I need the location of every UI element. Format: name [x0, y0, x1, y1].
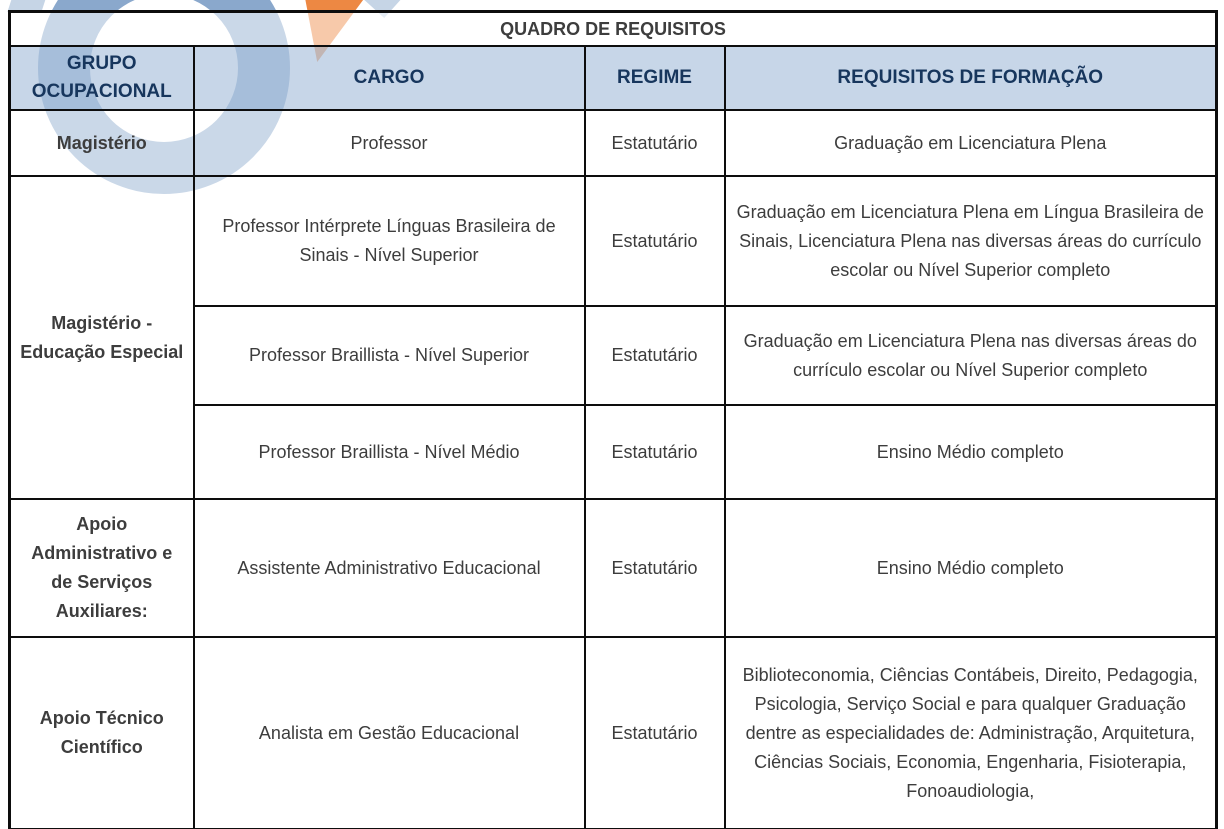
cargo-analista-gestao-educacional: Analista em Gestão Educacional — [194, 637, 585, 829]
requisitos-cell: Graduação em Licenciatura Plena — [725, 110, 1217, 176]
table-row — [10, 176, 1217, 306]
regime-cell: Estatutário — [585, 499, 725, 637]
cargo-professor-braillista-medio: Professor Braillista - Nível Médio — [194, 405, 585, 499]
table-row — [10, 110, 1217, 176]
group-magisterio-educacao-especial: Magistério - Educação Especial — [10, 176, 194, 499]
table-row — [10, 499, 1217, 637]
cargo-professor-braillista-superior: Professor Braillista - Nível Superior — [194, 306, 585, 405]
column-header-cargo: CARGO — [194, 46, 585, 110]
group-apoio-tecnico-cientifico: Apoio Técnico Científico — [10, 637, 194, 829]
cargo-assistente-administrativo: Assistente Administrativo Educacional — [194, 499, 585, 637]
cargo-professor: Professor — [194, 110, 585, 176]
table-title-row — [10, 12, 1217, 47]
requisitos-cell: Graduação em Licenciatura Plena em Língua Brasileira de Sinais, Licenciatura Plena nas diversas áreas do currículo escolar ou Nível Superior completo — [725, 176, 1217, 306]
column-header-requisitos-de-formacao: REQUISITOS DE FORMAÇÃO — [725, 46, 1217, 110]
column-header-grupo-ocupacional: GRUPO OCUPACIONAL — [10, 46, 194, 110]
column-header-regime: REGIME — [585, 46, 725, 110]
requisitos-cell: Graduação em Licenciatura Plena nas diversas áreas do currículo escolar ou Nível Superior completo — [725, 306, 1217, 405]
group-magisterio: Magistério — [10, 110, 194, 176]
regime-cell: Estatutário — [585, 110, 725, 176]
table-title: QUADRO DE REQUISITOS — [10, 12, 1217, 47]
regime-cell: Estatutário — [585, 637, 725, 829]
table-header-row — [10, 46, 1217, 110]
regime-cell: Estatutário — [585, 306, 725, 405]
requisitos-cell: Ensino Médio completo — [725, 499, 1217, 637]
group-apoio-administrativo: Apoio Administrativo e de Serviços Auxiliares: — [10, 499, 194, 637]
cargo-professor-interprete-libras: Professor Intérprete Línguas Brasileira de Sinais - Nível Superior — [194, 176, 585, 306]
requisitos-cell: Biblioteconomia, Ciências Contábeis, Direito, Pedagogia, Psicologia, Serviço Social e para qualquer Graduação dentre as especialidades de: Administração, Arquitetura, Ciências Sociais, Economia, Engenharia, Fisioterapia, Fonoaudiologia, — [725, 637, 1217, 829]
requisitos-cell: Ensino Médio completo — [725, 405, 1217, 499]
quadro-de-requisitos-table — [8, 10, 1218, 829]
table-row — [10, 637, 1217, 829]
regime-cell: Estatutário — [585, 176, 725, 306]
regime-cell: Estatutário — [585, 405, 725, 499]
